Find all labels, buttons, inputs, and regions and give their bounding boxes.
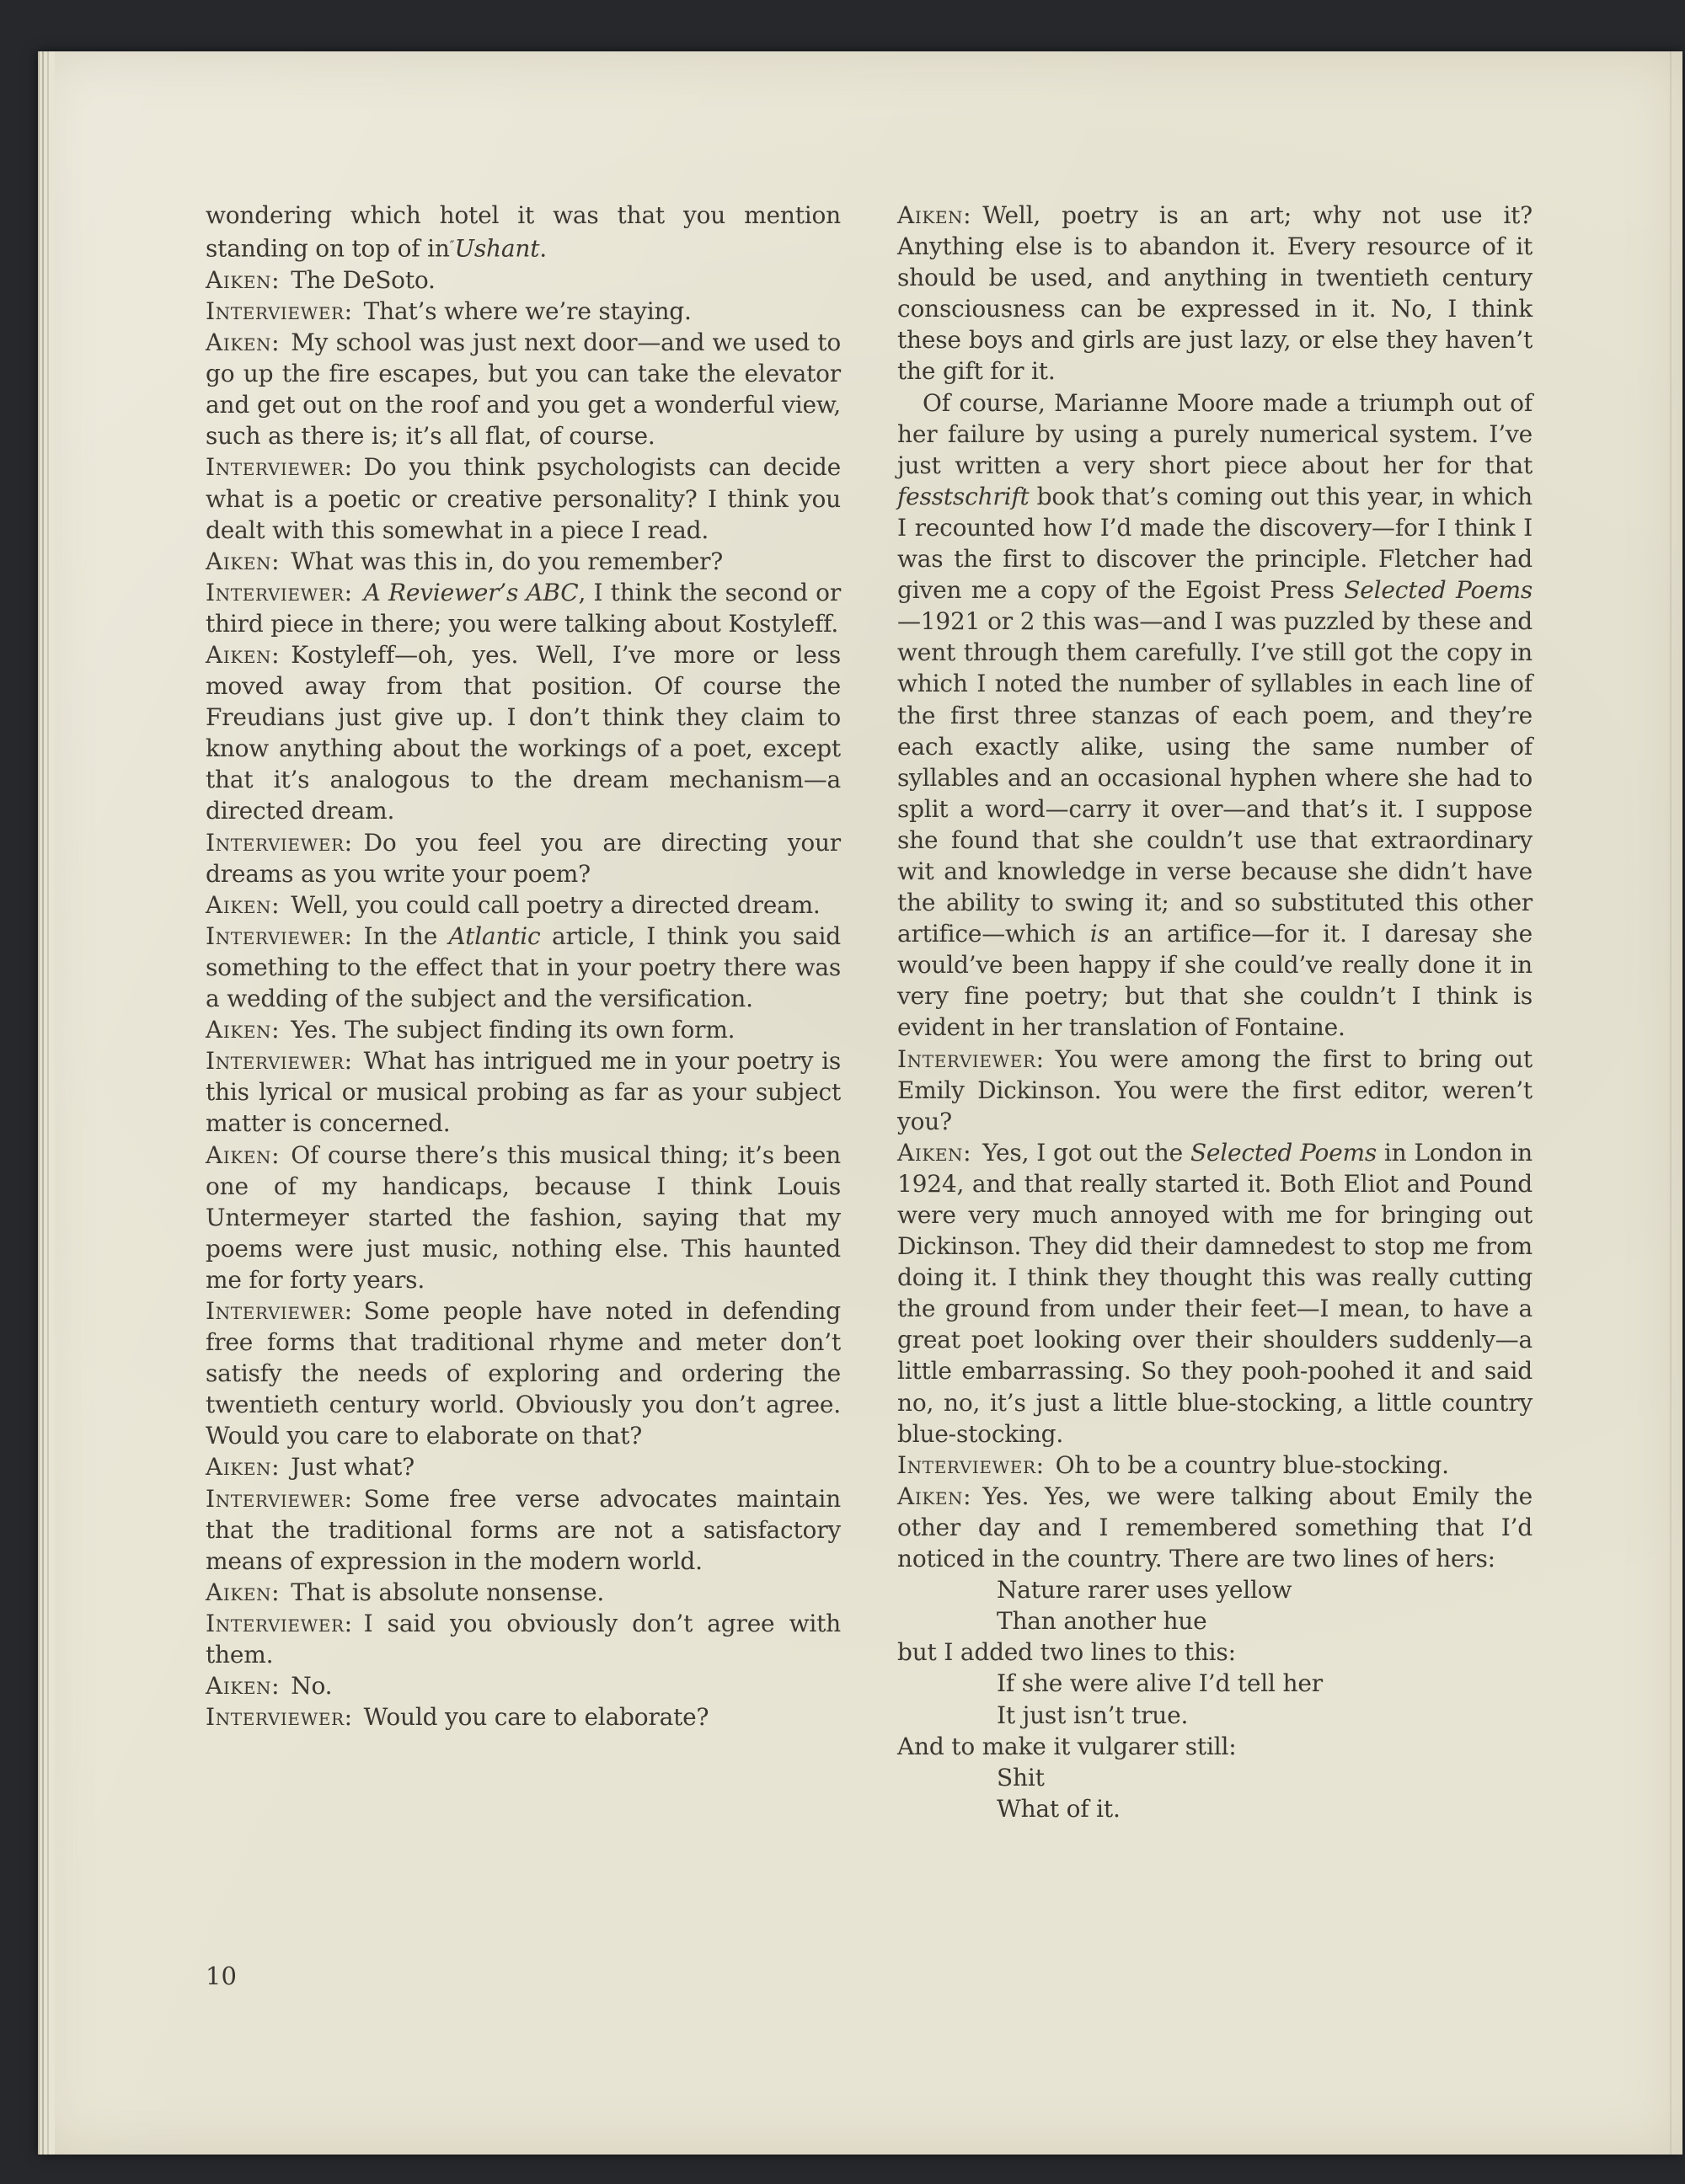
dialogue-paragraph xyxy=(206,1670,841,1701)
text-run: : Oh to be a country blue-stocking. xyxy=(1035,1450,1449,1479)
speaker-label: Aiken xyxy=(206,1672,272,1701)
text-run: : Yes. The subject finding its own form. xyxy=(271,1016,736,1044)
text-run: . xyxy=(539,234,547,263)
speaker-label: Aiken xyxy=(897,1482,964,1510)
text-run: book that’s coming out this year, in which I recounted how I’d made the discovery—for I think I was the first to discover the principle. Fletcher had given me a copy of the Egoist Press xyxy=(897,482,1533,605)
italic-text: Atlantic xyxy=(448,921,541,950)
text-run: Of course, Marianne Moore made a triumph out of her failure by using a purely numerical system. I’ve just written a very short piece about her for that xyxy=(897,388,1533,479)
dialogue-paragraph xyxy=(206,1140,841,1295)
speaker-label: Aiken xyxy=(206,1578,272,1606)
text-run: : Just what? xyxy=(271,1453,415,1482)
speaker-label: Interviewer xyxy=(206,578,345,606)
italic-text: A Reviewer’s ABC xyxy=(363,578,579,606)
speaker-label: Interviewer xyxy=(206,921,345,950)
text-run: : Some free verse advocates maintain that the traditional forms are not a satisfactory means of expression in the modern world. xyxy=(206,1484,841,1575)
text-run: : Some people have noted in defending free forms that traditional rhyme and meter don’t satisfy the needs of exploring and ordering the twentieth century world. Obviously you don’t agree. Would you care to elaborate on that? xyxy=(206,1296,841,1450)
dialogue-paragraph xyxy=(206,1608,841,1670)
dialogue-paragraph xyxy=(206,921,841,1014)
verse-line xyxy=(897,1700,1533,1731)
verse-line xyxy=(897,1762,1533,1793)
speaker-label: Interviewer xyxy=(206,296,345,325)
dialogue-paragraph xyxy=(206,577,841,639)
dialogue-paragraph xyxy=(206,1577,841,1608)
text-run: It just isn’t true. xyxy=(997,1701,1189,1729)
paragraph xyxy=(897,1637,1533,1668)
paragraph xyxy=(897,387,1533,1044)
text-run: in London in 1924, and that really started it. Both Eliot and Pound were very much annoyed with me for bringing out Dickinson. They did their damnedest to stop me from doing it. I think they thought this was really cutting the ground from under their feet—I mean, to have a great poet looking over their shoulders suddenly—a little embarrassing. So they pooh-poohed it and said no, no, it’s just a little blue-stocking, a little country blue-stocking. xyxy=(897,1138,1533,1448)
text-run: : Do you feel you are directing your dreams as you write your poem? xyxy=(206,828,841,888)
dialogue-paragraph xyxy=(206,296,841,327)
page-edge-stack xyxy=(38,51,55,2155)
text-run: : Yes. Yes, we were talking about Emily the other day and I remembered something that I’d noticed in the country. There are two lines of hers: xyxy=(897,1482,1533,1573)
text-run: And to make it vulgarer still: xyxy=(897,1732,1237,1760)
verse-line xyxy=(897,1793,1533,1824)
text-run: If she were alive I’d tell her xyxy=(997,1669,1323,1698)
dialogue-paragraph xyxy=(206,1451,841,1482)
verse-line xyxy=(897,1668,1533,1699)
speaker-label: Interviewer xyxy=(206,1703,345,1732)
dialogue-paragraph xyxy=(206,1483,841,1577)
italic-text: Selected Poems xyxy=(1190,1138,1377,1167)
text-run: : Kostyleff—oh, yes. Well, I’ve more or less moved away from that position. Of course the Freudians just give up. I don’t think they claim to know anything about the workings of a poet, except that it’s analogous to the dream mechanism—a directed dream. xyxy=(206,641,841,825)
dialogue-paragraph xyxy=(206,1045,841,1139)
text-run: : No. xyxy=(271,1672,333,1701)
dialogue-paragraph xyxy=(206,889,841,921)
speaker-label: Interviewer xyxy=(206,1047,345,1076)
dialogue-paragraph xyxy=(897,1137,1533,1450)
verse-line xyxy=(897,1574,1533,1605)
dialogue-paragraph xyxy=(897,1450,1533,1481)
text-column-right xyxy=(897,200,1533,1824)
dialogue-paragraph xyxy=(206,827,841,889)
italic-text: fesstschrift xyxy=(897,482,1030,510)
text-run: Than another hue xyxy=(997,1607,1207,1636)
text-run: but I added two lines to this: xyxy=(897,1638,1236,1667)
speaker-label: Interviewer xyxy=(206,453,345,482)
dialogue-paragraph xyxy=(206,451,841,545)
dialogue-paragraph xyxy=(206,1295,841,1451)
text-column-left xyxy=(206,200,841,1733)
speaker-label: Aiken xyxy=(897,201,964,229)
dialogue-paragraph xyxy=(206,1701,841,1733)
page-right-crease xyxy=(1670,51,1672,2155)
text-run: : You were among the first to bring out Emily Dickinson. You were the first editor, weren’t you? xyxy=(897,1044,1533,1135)
text-run: wondering which hotel it was that you mention standing on top of in xyxy=(206,201,841,263)
text-run: : Would you care to elaborate? xyxy=(344,1703,709,1732)
speaker-label: Aiken xyxy=(206,547,272,575)
page-number: 10 xyxy=(206,1962,237,1990)
text-run: : Of course there’s this musical thing; it’s been one of my handicaps, because I think Louis Untermeyer started the fashion, saying that my poems were just music, nothing else. This haunted me for forty years. xyxy=(206,1140,841,1294)
text-run: : Yes, I got out the xyxy=(963,1138,1190,1167)
text-run: : In the xyxy=(344,921,449,950)
dialogue-paragraph xyxy=(897,1481,1533,1574)
text-run: : What was this in, do you remember? xyxy=(271,547,724,575)
speaker-label: Interviewer xyxy=(206,828,345,857)
dialogue-paragraph xyxy=(897,200,1533,387)
text-run: : The DeSoto. xyxy=(271,265,436,294)
speaker-label: Aiken xyxy=(206,1140,272,1169)
text-run: article, I think you said something to the effect that in your poetry there was a wedding of the subject and the versification. xyxy=(206,921,841,1013)
speaker-label: Aiken xyxy=(206,265,272,294)
text-run: : What has intrigued me in your poetry is this lyrical or musical probing as far as your subject matter is concerned. xyxy=(206,1047,841,1138)
speaker-label: Aiken xyxy=(206,890,272,919)
text-run: : My school was just next door—and we used to go up the fire escapes, but you can take the elevator and get out on the roof and you get a wonderful view, such as there is; it’s all flat, of course. xyxy=(206,328,841,451)
speaker-label: Aiken xyxy=(206,328,272,357)
dialogue-paragraph xyxy=(206,264,841,296)
italic-text: is xyxy=(1089,920,1110,948)
dialogue-paragraph xyxy=(206,1014,841,1045)
text-run: , I think the second or third piece in there; you were talking about Kostyleff. xyxy=(206,578,842,638)
book-page xyxy=(38,51,1682,2155)
speaker-label: Interviewer xyxy=(897,1450,1036,1479)
text-run: Shit xyxy=(997,1763,1045,1792)
speaker-label: Aiken xyxy=(206,1016,272,1044)
speaker-label: Interviewer xyxy=(206,1609,345,1637)
dialogue-paragraph xyxy=(206,327,841,451)
print-artifact-mark: ″ xyxy=(449,238,455,254)
text-run: : xyxy=(344,578,364,606)
speaker-label: Interviewer xyxy=(206,1484,345,1513)
paragraph xyxy=(206,200,841,264)
verse-line xyxy=(897,1605,1533,1637)
dialogue-paragraph xyxy=(206,546,841,577)
dialogue-paragraph xyxy=(206,639,841,827)
text-run: : Well, you could call poetry a directed dream. xyxy=(271,890,821,919)
paragraph xyxy=(897,1731,1533,1762)
text-run: Nature rarer uses yellow xyxy=(997,1576,1292,1605)
text-run: an artifice—for it. I daresay she would’ve been happy if she could’ve really done it in very fine poetry; but that she couldn’t I think is evident in her translation of Fontaine. xyxy=(897,920,1533,1042)
text-run: : Well, poetry is an art; why not use it? Anything else is to abandon it. Every resource of it should be used, and anything in twentieth century consciousness can be expressed in it. No, I think these boys and girls are just lazy, or else they haven’t the gift for it. xyxy=(897,201,1533,386)
text-run: : I said you obviously don’t agree with them. xyxy=(206,1609,841,1669)
speaker-label: Interviewer xyxy=(206,1296,345,1325)
speaker-label: Aiken xyxy=(897,1138,964,1167)
dialogue-paragraph xyxy=(897,1044,1533,1137)
text-run: : That’s where we’re staying. xyxy=(344,296,692,325)
text-run: —1921 or 2 this was—and I was puzzled by these and went through them carefully. I’ve still got the copy in which I noted the number of syllables in each line of the first three stanzas of each poem, and they’re each exactly alike, using the same number of syllables and an occasional hyphen where she had to split a word—carry it over—and that’s it. I suppose she found that she couldn’t use that extraordinary wit and knowledge in verse because she didn’t have the ability to swing it; and so substituted this other artifice—which xyxy=(897,607,1533,948)
speaker-label: Aiken xyxy=(206,641,272,669)
speaker-label: Aiken xyxy=(206,1453,272,1482)
text-run: : That is absolute nonsense. xyxy=(271,1578,605,1606)
speaker-label: Interviewer xyxy=(897,1044,1036,1073)
italic-text: Ushant xyxy=(454,234,540,263)
text-run: : Do you think psychologists can decide what is a poetic or creative personality? I think you dealt with this somewhat in a piece I read. xyxy=(206,453,841,544)
text-run: What of it. xyxy=(997,1794,1121,1823)
italic-text: Selected Poems xyxy=(1344,576,1533,605)
